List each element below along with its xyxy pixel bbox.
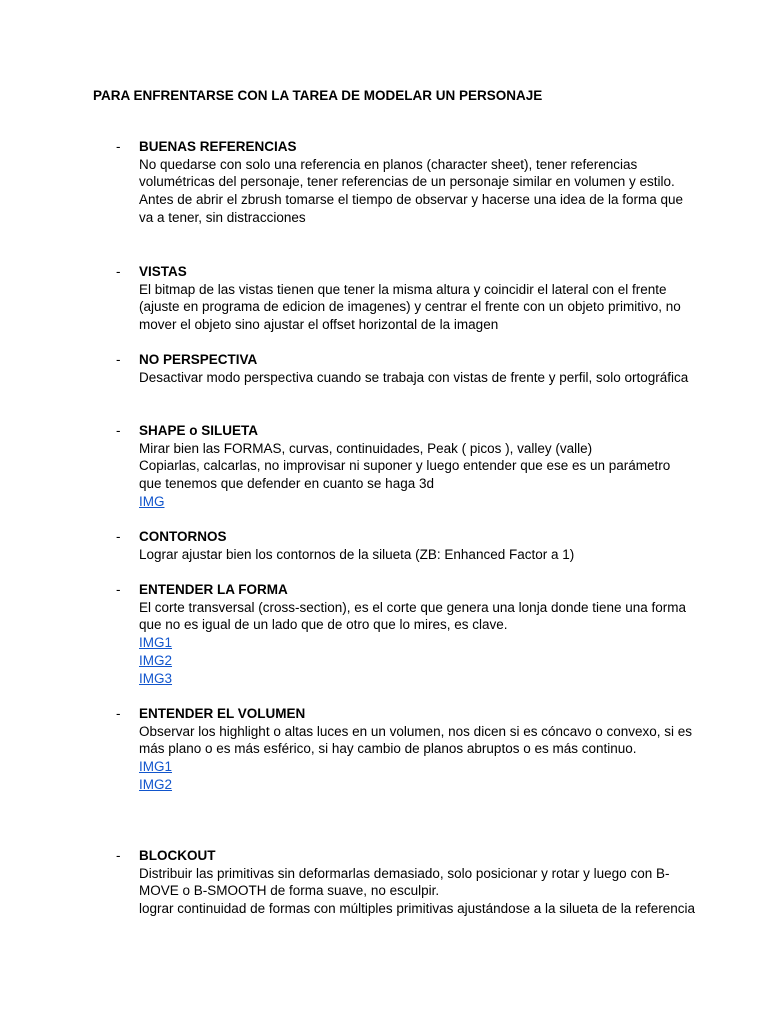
- section-paragraph: Distribuir las primitivas sin deformarlas demasiado, solo posicionar y rotar y luego con B-MOVE o B-SMOOTH de forma suave, no esculpir.: [139, 865, 670, 899]
- section-shape-silueta: [116, 422, 696, 511]
- section-heading: VISTAS: [139, 264, 187, 279]
- img1-link[interactable]: IMG1: [139, 759, 173, 775]
- section-heading: NO PERSPECTIVA: [139, 352, 258, 367]
- section-heading: ENTENDER EL VOLUMEN: [139, 706, 306, 721]
- section-paragraph: Copiarlas, calcarlas, no improvisar ni suponer y luego entender que ese es un parámetro que tenemos que defender en cuanto se haga 3d: [139, 458, 671, 492]
- bullet-dash: -: [116, 706, 121, 721]
- bullet-dash: -: [116, 529, 121, 544]
- section-heading: BLOCKOUT: [139, 848, 216, 863]
- section-paragraph: El bitmap de las vistas tienen que tener la misma altura y coincidir el lateral con el frente (ajuste en programa de edicion de imagenes) y centrar el frente con un objeto primitivo, no mover el objeto sino ajustar el offset horizontal de la imagen: [139, 281, 681, 333]
- section-content: [139, 138, 696, 227]
- section-heading: SHAPE o SILUETA: [139, 423, 259, 438]
- section-paragraph: Antes de abrir el zbrush tomarse el tiempo de observar y hacerse una idea de la forma que va a tener, sin distracciones: [139, 192, 684, 225]
- section-entender-el-volumen: [116, 705, 696, 794]
- section-heading: ENTENDER LA FORMA: [139, 582, 288, 597]
- bullet-dash: -: [116, 264, 121, 279]
- section-paragraph: Desactivar modo perspectiva cuando se trabaja con vistas de frente y perfil, solo ortográfica: [139, 369, 689, 385]
- bullet-dash: -: [116, 423, 121, 438]
- section-heading: BUENAS REFERENCIAS: [139, 139, 297, 154]
- section-content: [139, 422, 696, 511]
- bullet-dash: -: [116, 352, 121, 367]
- section-paragraph: lograr continuidad de formas con múltiples primitivas ajustándose a la silueta de la referencia: [139, 901, 696, 917]
- section-paragraph: Observar los highlight o altas luces en un volumen, nos dicen si es cóncavo o convexo, si es más plano o es más esférico, si hay cambio de planos abruptos o es más continuo.: [139, 723, 693, 757]
- section-content: [139, 581, 696, 687]
- section-content: [139, 528, 696, 563]
- section-no-perspectiva: [116, 351, 696, 386]
- img2-link[interactable]: IMG2: [139, 652, 173, 668]
- img3-link[interactable]: IMG3: [139, 670, 173, 686]
- section-vistas: [116, 263, 696, 334]
- img-link[interactable]: IMG: [139, 493, 165, 509]
- section-paragraph: El corte transversal (cross-section), es el corte que genera una lonja donde tiene una forma que no es igual de un lado que de otro que lo mires, es clave.: [139, 599, 687, 633]
- img2-link[interactable]: IMG2: [139, 776, 173, 792]
- img1-link[interactable]: IMG1: [139, 635, 173, 651]
- bullet-dash: -: [116, 582, 121, 597]
- section-content: [139, 351, 696, 386]
- section-buenas-referencias: [116, 138, 696, 227]
- section-content: [139, 847, 696, 918]
- section-heading: CONTORNOS: [139, 529, 227, 544]
- section-paragraph: Mirar bien las FORMAS, curvas, continuidades, Peak ( picos ), valley (valle): [139, 440, 593, 456]
- document-title: PARA ENFRENTARSE CON LA TAREA DE MODELAR UN PERSONAJE: [93, 88, 543, 103]
- section-entender-la-forma: [116, 581, 696, 687]
- bullet-dash: -: [116, 848, 121, 863]
- section-content: [139, 263, 696, 334]
- section-paragraph: No quedarse con solo una referencia en planos (character sheet), tener referencias volumétricas del personaje, tener referencias de un personaje similar en volumen y estilo.: [139, 156, 675, 190]
- section-contornos: [116, 528, 696, 563]
- section-content: [139, 705, 696, 794]
- section-blockout: [116, 847, 696, 918]
- bullet-dash: -: [116, 139, 121, 154]
- section-paragraph: Lograr ajustar bien los contornos de la silueta (ZB: Enhanced Factor a 1): [139, 546, 575, 562]
